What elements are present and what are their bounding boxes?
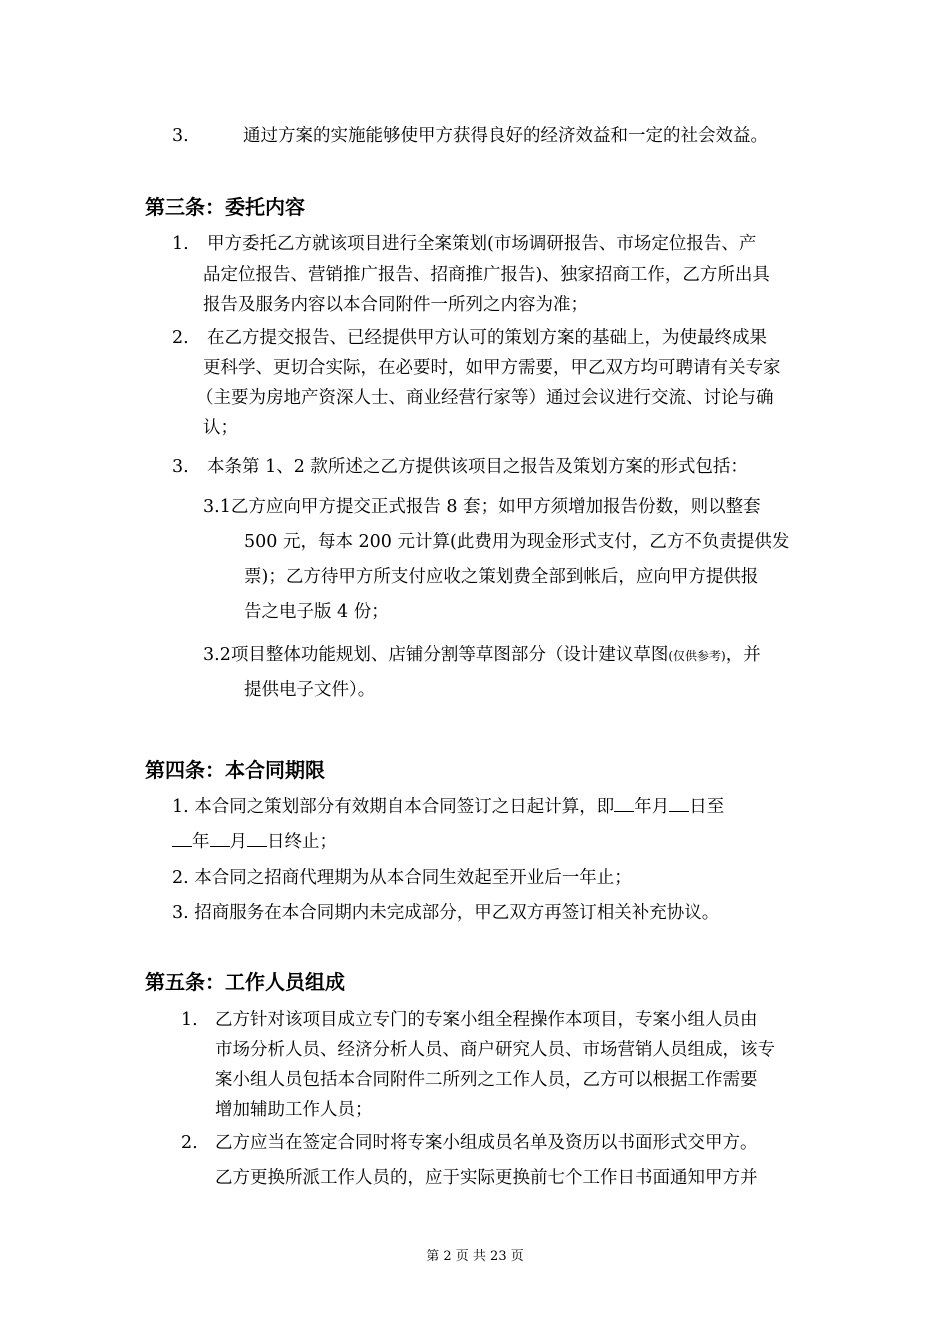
paragraph-line: 告之电子版 4 份； [244, 602, 389, 622]
section-heading: 第三条：委托内容 [145, 195, 305, 219]
paragraph-line: 认； [203, 418, 238, 438]
text-segment: 日终止； [267, 832, 337, 852]
section-heading: 第五条：工作人员组成 [145, 970, 345, 994]
list-number: 2. [172, 328, 189, 348]
text-segment: 3.2项目整体功能规划、店铺分割等草图部分（设计建议草图 [203, 645, 669, 665]
paragraph-line: 案小组人员包括本合同附件二所列之工作人员，乙方可以根据工作需要 [215, 1070, 758, 1090]
paragraph-line: 增加辅助工作人员； [215, 1100, 373, 1120]
text-segment: 日至 [689, 797, 725, 817]
text-segment: 月 [229, 832, 247, 852]
paragraph-line: 3.1乙方应向甲方提交正式报告 8 套；如甲方须增加报告份数，则以整套 [203, 497, 761, 517]
paragraph-line [172, 795, 724, 819]
text-segment: 年 [634, 797, 652, 817]
blank-field [614, 796, 634, 812]
paragraph-line: 乙方应当在签定合同时将专案小组成员名单及资历以书面形式交甲方。 [215, 1133, 758, 1153]
paragraph-line [172, 830, 337, 854]
paragraph-line: 甲方委托乙方就该项目进行全案策划(市场调研报告、市场定位报告、产 [207, 234, 757, 254]
text-segment: 1. 本合同之策划部分有效期自本合同签订之日起计算，即 [172, 797, 615, 817]
list-number: 2. [181, 1133, 198, 1153]
paragraph-line: 500 元，每本 200 元计算(此费用为现金形式支付，乙方不负责提供发 [244, 532, 790, 552]
page-number: 第 2 页 共 23 页 [426, 1249, 524, 1264]
blank-field [247, 831, 267, 847]
paragraph-line: 品定位报告、营销推广报告、招商推广报告)、独家招商工作，乙方所出具 [203, 265, 770, 285]
blank-field [172, 831, 192, 847]
paragraph-line: 2. 本合同之招商代理期为从本合同生效起至开业后一年止； [172, 868, 632, 888]
paragraph-line: 乙方针对该项目成立专门的专案小组全程操作本项目，专案小组人员由 [215, 1010, 758, 1030]
paragraph-line: （主要为房地产资深人士、商业经营行家等）通过会议进行交流、讨论与确 [196, 388, 774, 408]
section-heading: 第四条：本合同期限 [145, 758, 325, 782]
text-segment: 月 [651, 797, 670, 817]
blank-field [210, 831, 230, 847]
paragraph-line: 提供电子文件）。 [244, 680, 376, 700]
paragraph-line: 3. 招商服务在本合同期内未完成部分，甲乙双方再签订相关补充协议。 [172, 903, 720, 923]
paragraph-line: 乙方更换所派工作人员的，应于实际更换前七个工作日书面通知甲方并 [215, 1168, 758, 1188]
paragraph-line: 通过方案的实施能够使甲方获得良好的经济效益和一定的社会效益。 [243, 126, 768, 146]
list-number: 3. [172, 457, 189, 477]
list-number: 1. [172, 234, 189, 254]
paragraph-line [203, 643, 761, 668]
list-number: 3. [172, 126, 189, 146]
text-segment: ，并 [725, 645, 761, 665]
paragraph-line: 更科学、更切合实际，在必要时，如甲方需要，甲乙双方均可聘请有关专家 [203, 358, 781, 378]
paragraph-line: 市场分析人员、经济分析人员、商户研究人员、市场营销人员组成，该专 [215, 1040, 775, 1060]
paragraph-line: 报告及服务内容以本合同附件一所列之内容为准； [203, 295, 588, 315]
paragraph-line: 在乙方提交报告、已经提供甲方认可的策划方案的基础上，为使最终成果 [207, 328, 767, 348]
paragraph-line: 票)；乙方待甲方所支付应收之策划费全部到帐后，应向甲方提供报 [244, 567, 759, 587]
list-number: 1. [181, 1010, 198, 1030]
blank-field [669, 796, 689, 812]
note-text: (仅供参考) [668, 649, 726, 663]
paragraph-line: 本条第 1、2 款所述之乙方提供该项目之报告及策划方案的形式包括： [207, 457, 748, 477]
text-segment: 年 [192, 832, 210, 852]
